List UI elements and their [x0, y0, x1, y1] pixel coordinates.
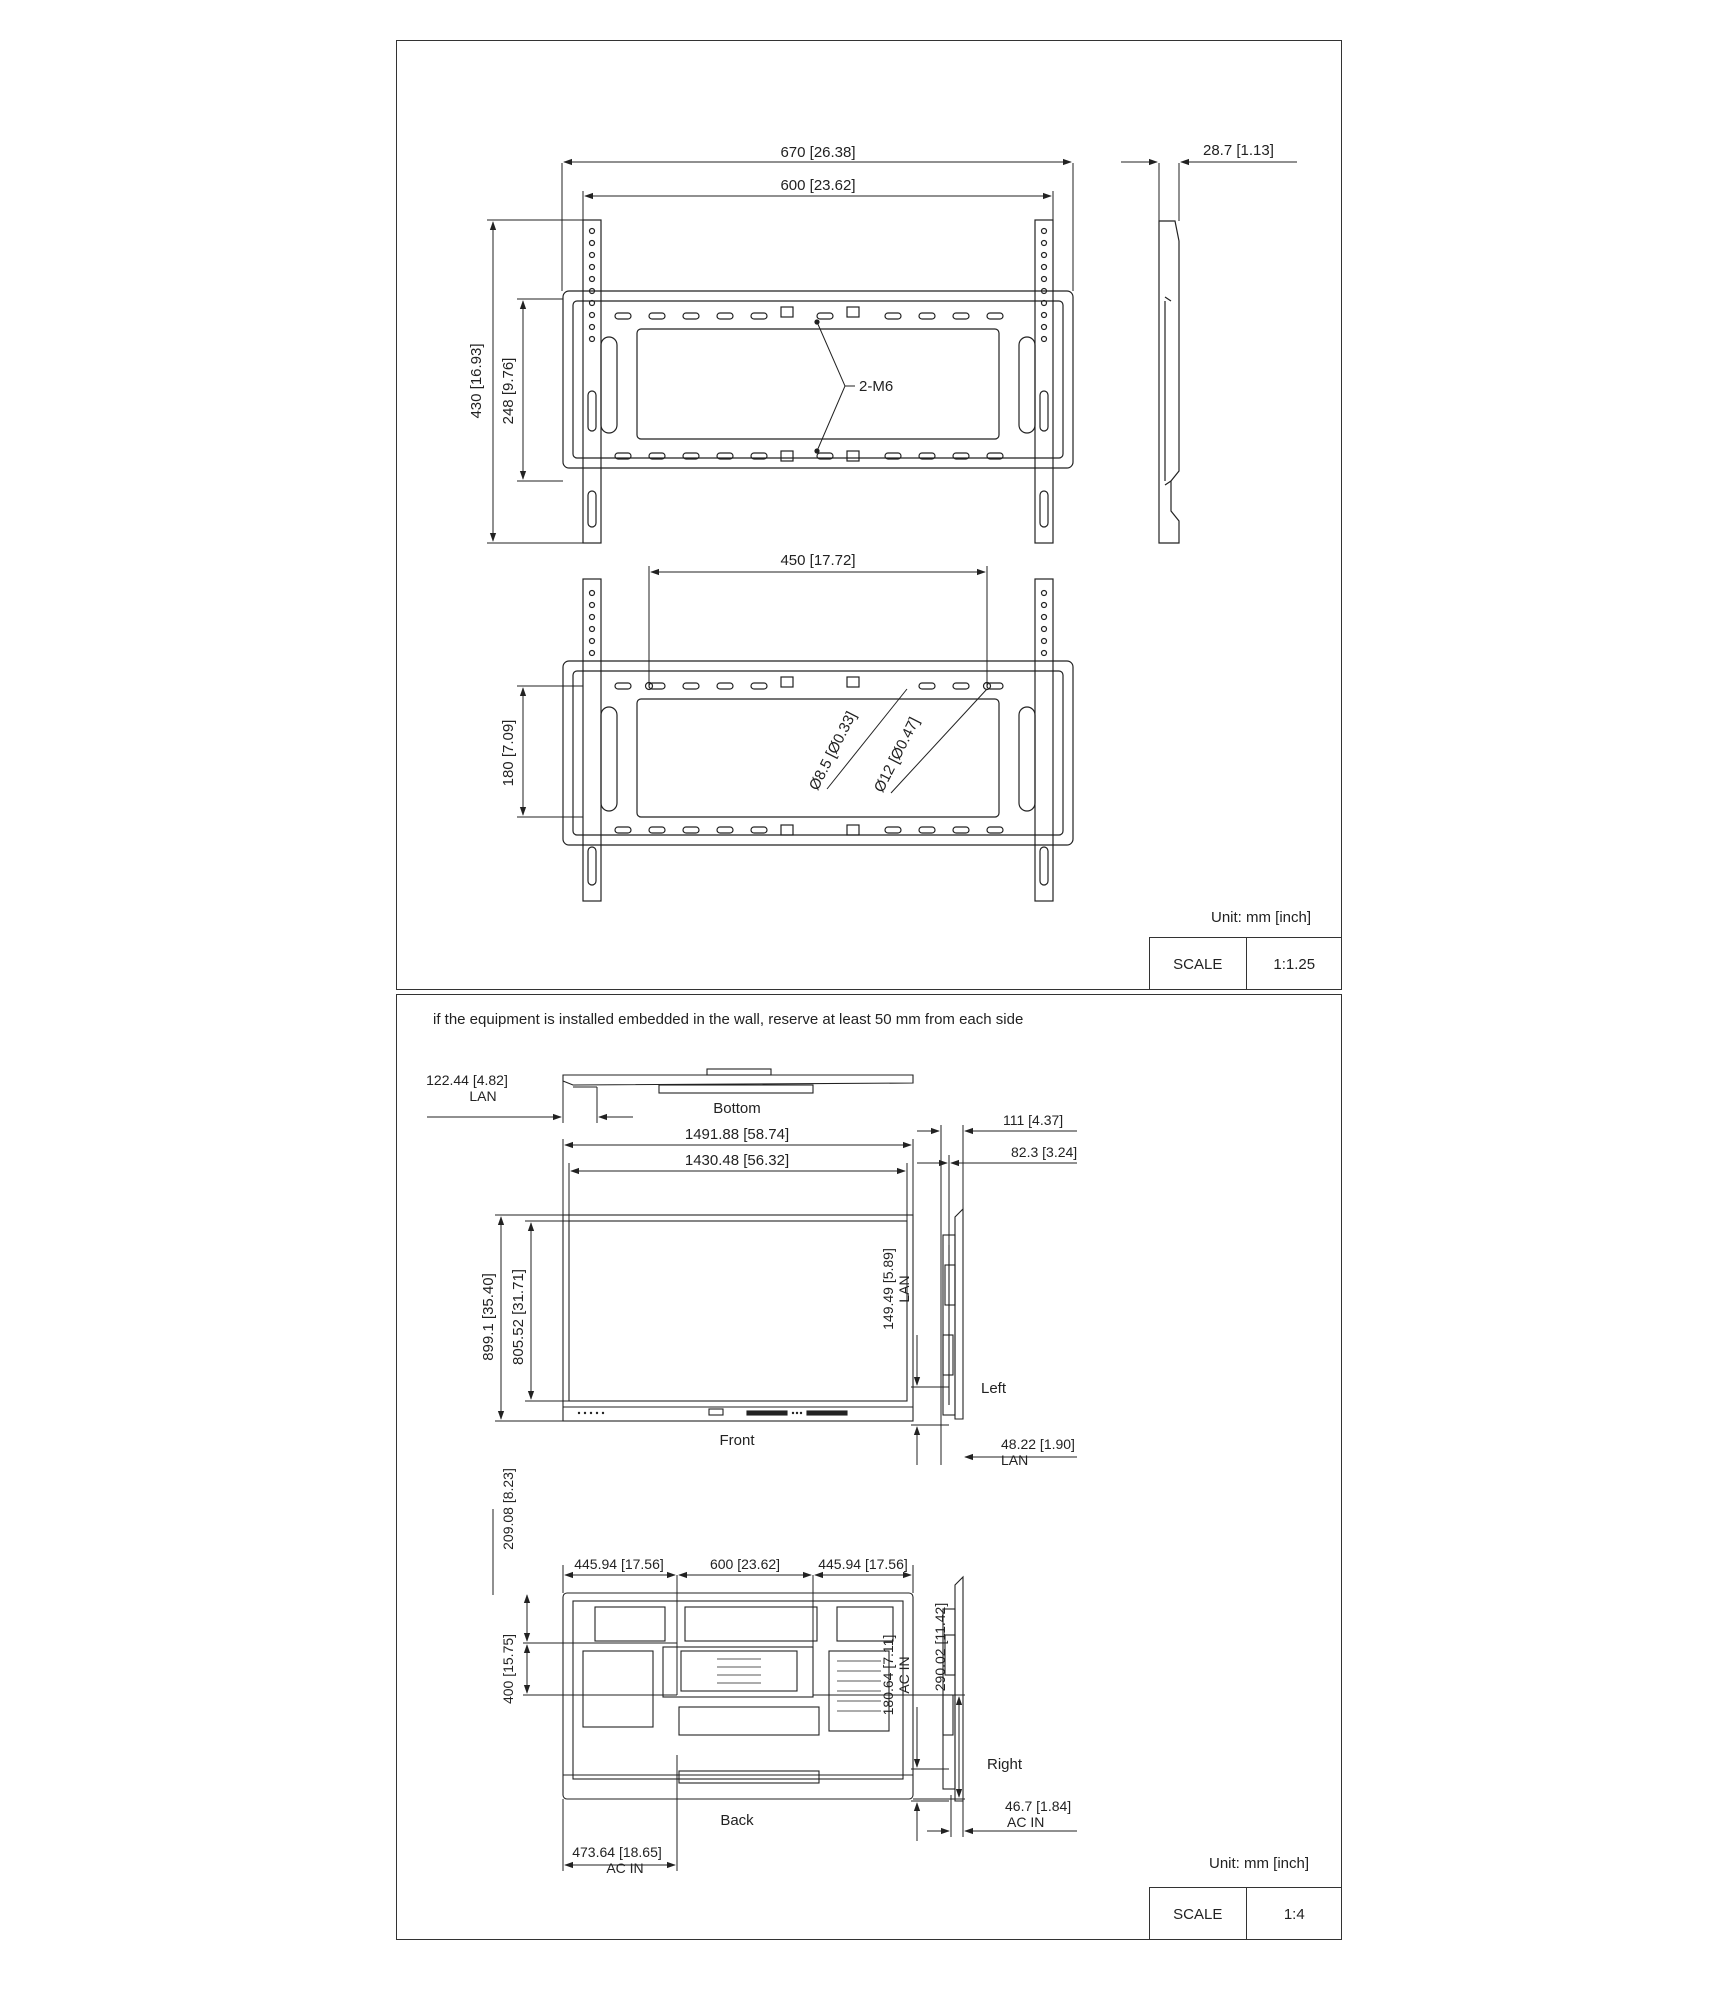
- unit-note: Unit: mm [inch]: [1211, 909, 1312, 926]
- dim-600-back: 600 [23.62]: [709, 1556, 781, 1572]
- dim-400: 400 [15.75]: [500, 1633, 516, 1705]
- label-lan-bottom: LAN: [469, 1088, 497, 1104]
- dim-111: 111 [4.37]: [1003, 1112, 1064, 1128]
- dim-670: 670 [26.38]: [780, 144, 856, 161]
- dim-180-64: 180.64 [7.11]: [880, 1634, 896, 1716]
- installation-note: if the equipment is installed embedded in the wall, reserve at least 50 mm from each side: [433, 1011, 1024, 1028]
- view-left: Left: [981, 1380, 1007, 1397]
- view-front: Front: [719, 1432, 755, 1449]
- back-view: [563, 1593, 913, 1799]
- dim-hole-12: Ø12 [Ø0.47]: [870, 714, 924, 796]
- view-bottom: Bottom: [713, 1100, 761, 1117]
- bracket-back-view: [563, 579, 1073, 901]
- dim-899-1: 899.1 [35.40]: [480, 1273, 497, 1361]
- view-back: Back: [720, 1812, 754, 1829]
- dim-445-94-right: 445.94 [17.56]: [818, 1556, 908, 1572]
- scale-label: SCALE: [1150, 938, 1247, 990]
- scale-value-2: 1:4: [1283, 1905, 1305, 1923]
- dim-hole-8-5: Ø8.5 [Ø0.33]: [805, 708, 861, 794]
- bracket-drawing: [397, 41, 1341, 989]
- dim-450: 450 [17.72]: [780, 552, 856, 569]
- label-2-m6: 2-M6: [859, 378, 894, 395]
- bracket-side-view: [1159, 221, 1179, 543]
- dim-430: 430 [16.93]: [468, 343, 485, 419]
- dim-1491-88: 1491.88 [58.74]: [684, 1126, 790, 1143]
- label-acin-back: AC IN: [606, 1860, 644, 1876]
- dim-82-3: 82.3 [3.24]: [1011, 1144, 1078, 1160]
- label-acin-right: AC IN: [896, 1656, 912, 1694]
- scale-value: 1:1.25: [1273, 955, 1316, 973]
- front-view: [563, 1215, 913, 1421]
- scale-label-2: SCALE: [1150, 1888, 1247, 1940]
- label-lan-left-bottom: LAN: [1001, 1452, 1029, 1468]
- scale-box-2: [1149, 1887, 1342, 1940]
- view-right: Right: [987, 1756, 1023, 1773]
- dim-149-49: 149.49 [5.89]: [880, 1248, 896, 1330]
- label-acin-right-bottom: AC IN: [1007, 1814, 1045, 1830]
- upright-holes-left: [588, 229, 596, 528]
- dim-600: 600 [23.62]: [780, 177, 856, 194]
- dim-28-7: 28.7 [1.13]: [1203, 142, 1274, 159]
- dim-290-02: 290.02 [11.42]: [932, 1602, 948, 1692]
- dim-445-94-left: 445.94 [17.56]: [574, 1556, 664, 1572]
- dim-48-22: 48.22 [1.90]: [1001, 1436, 1075, 1452]
- dim-805-52: 805.52 [31.71]: [510, 1269, 527, 1365]
- bracket-drawing-sheet: [396, 40, 1342, 990]
- dim-473-64: 473.64 [18.65]: [572, 1844, 662, 1860]
- dim-1430-48: 1430.48 [56.32]: [684, 1152, 790, 1169]
- display-drawing: [397, 995, 1341, 1939]
- dim-46-7: 46.7 [1.84]: [1005, 1798, 1072, 1814]
- dim-248: 248 [9.76]: [500, 357, 517, 425]
- upright-holes-right: [1040, 229, 1048, 528]
- label-lan-left: LAN: [896, 1275, 912, 1303]
- dim-122-44: 122.44 [4.82]: [426, 1072, 508, 1088]
- dim-180: 180 [7.09]: [500, 719, 517, 787]
- bracket-front-view: [563, 220, 1073, 543]
- display-drawing-sheet: [396, 994, 1342, 1940]
- bottom-view: [563, 1069, 913, 1093]
- dim-209-08: 209.08 [8.23]: [500, 1468, 516, 1550]
- unit-note-2: Unit: mm [inch]: [1209, 1855, 1310, 1872]
- scale-box: [1149, 937, 1342, 990]
